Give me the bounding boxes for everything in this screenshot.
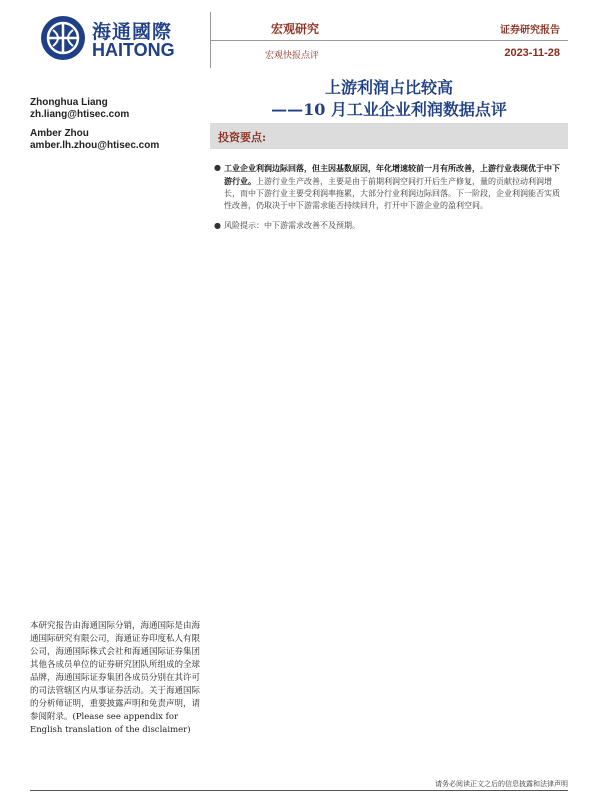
key-points-heading: 投资要点:	[218, 131, 267, 144]
report-category: 宏观研究	[271, 22, 320, 36]
analyst-1	[30, 97, 129, 121]
key-point-item	[214, 162, 564, 212]
key-point-bold: 工业企业利润边际回落，但主因基数原因，年化增速较前一月有所改善，上游行业表现优于中下游行业。	[224, 163, 560, 186]
analyst-name: Amber Zhou	[30, 128, 89, 139]
analyst-email[interactable]: zh.liang@htisec.com	[30, 109, 130, 120]
report-subtitle: ——10 月工业企业利润数据点评	[271, 100, 507, 119]
report-type: 证券研究报告	[500, 25, 560, 36]
key-point-text: 风险提示：中下游需求改善不及预期。	[224, 221, 360, 230]
key-points-header	[210, 123, 568, 149]
footer-notice: 请务必阅读正文之后的信息披露和法律声明	[435, 780, 568, 788]
logo-chinese-text: 海通國際	[92, 21, 173, 43]
haitong-emblem-icon	[40, 15, 86, 61]
analyst-2	[30, 128, 159, 152]
analyst-name: Zhonghua Liang	[30, 97, 108, 108]
key-points-list	[214, 162, 564, 240]
key-point-item	[214, 220, 564, 232]
disclaimer-text: 本研究报告由海通国际分销，海通国际是由海通国际研究有限公司，海通证券印度私人有限公司，海通国际株式会社和海通国际证券集团其他各成员单位的证券研究团队所组成的全球品牌，海通国际证券集团各成员分别在其许可的司法管辖区内从事证券活动。关于海通国际的分析师证明，重要披露声明和免责声明，请参阅附录。(Please see appendix for English translation of the disclaimer)	[30, 621, 201, 735]
bullet-icon: ●	[214, 221, 221, 230]
header-divider	[210, 40, 568, 41]
report-subcategory: 宏观快报点评	[265, 51, 320, 61]
report-date: 2023-11-28	[504, 47, 560, 59]
bullet-icon: ●	[214, 163, 221, 172]
haitong-logo	[40, 15, 200, 61]
key-point-text: 上游行业生产改善，主要是由于前期利润空间打开后生产修复，量的贡献拉动利润增长，而中下游行业主要受利润率拖累，大部分行业利润边际回落。下一阶段，企业利润能否实质性改善，仍取决于中下游需求能否持续回升，打开中下游企业的盈利空间。	[224, 177, 560, 210]
analyst-email[interactable]: amber.lh.zhou@htisec.com	[30, 140, 160, 151]
report-title: 上游利润占比较高	[324, 78, 453, 97]
logo-english-text: HAITONG	[92, 40, 175, 60]
footer-divider	[30, 790, 568, 791]
